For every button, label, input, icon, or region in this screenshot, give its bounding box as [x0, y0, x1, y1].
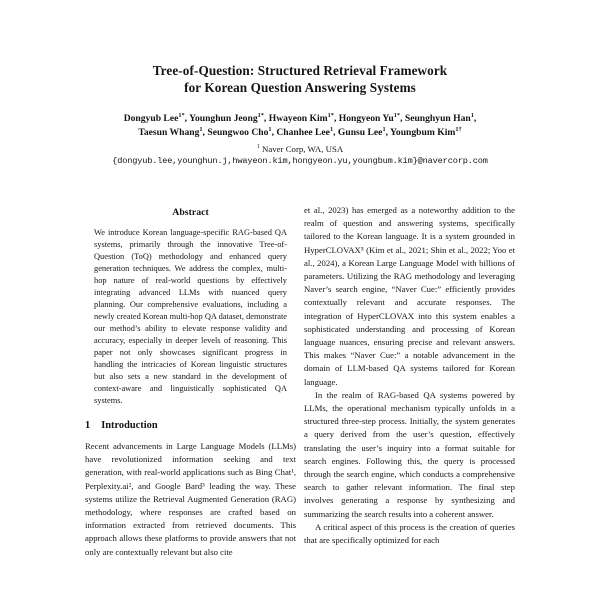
paper-title	[0, 62, 600, 96]
section-heading-introduction	[85, 420, 296, 431]
author: Seungwoo Cho$^1$,	[207, 125, 274, 138]
affiliation-text: Naver Corp, WA, USA	[262, 144, 344, 154]
paper-title-line-1: Tree-of-Question: Structured Retrieval Framework	[152, 63, 448, 78]
paper-title-line-2: for Korean Question Answering Systems	[184, 80, 416, 95]
abstract-heading: Abstract	[172, 207, 209, 218]
author-list	[0, 112, 600, 140]
section-title: Introduction	[101, 420, 158, 431]
author: Youngbum Kim$^{1\dagger}$	[390, 125, 462, 138]
author: Dongyub Lee$^{1*}$,	[123, 111, 188, 124]
body-paragraph: et al., 2023) has emerged as a noteworthy addition to the realm of question and answering systems, specifically tailored to the Korean language. It is a system grounded in HyperCLOVAX⁵ (Kim et al., 2021; Shin et al., 2022; Yoo et al., 2024), a Korean Large Language Model with billions of parameters. Utilizing the RAG methodology and leveraging Naver’s search engine, “Naver Cue:” efficiently provides contextually relevant and accurate responses. The integration of HyperCLOVAX into this system enables a sophisticated understanding and processing of Korean language nuances, ensuring precise and relevant answers. This makes “Naver Cue:” a notable advancement in the domain of LLM-based QA systems tailored for Korean language.	[304, 205, 515, 387]
body-paragraph: A critical aspect of this process is the creation of queries that are specifically optimized for each	[304, 521, 515, 546]
intro-paragraph: Recent advancements in Large Language Models (LLMs) have revolutionized information seeking and text generation, with real-world applications such as Bing Chat¹, Perplexity.ai², and Google Bard³ leading the way. These systems utilize the Retrieval Augmented Generation (RAG) methodology, where responses are crafted based on information extracted from retrieved documents. This approach allows these platforms to provide answers that not only are contextually relevant but also cite	[85, 441, 296, 557]
author: Hongyeon $Yu^{1*}$,	[338, 111, 403, 124]
author: Seunghyun Han$^1$,	[404, 111, 477, 124]
affiliation	[0, 144, 600, 154]
abstract-text: We introduce Korean language-specific RAG-based QA systems, primarily through the innovative Tree-of-Question (ToQ) methodology and enhanced query generation techniques. We address the complex, multi-hop nature of real-world questions by effectively integrating advanced LLMs with nuanced query planning. Our comprehensive evaluations, including a newly created Korean multi-hop QA dataset, demonstrate our method’s ability to elevate response validity and accuracy, especially in deeper levels of reasoning. This paper not only showcases significant progress in handling the intricacies of Korean linguistic structures but also sets a new standard in the development of context-aware and linguistically sophisticated QA systems.	[94, 228, 287, 405]
section-number: 1	[85, 420, 91, 431]
right-column	[304, 204, 515, 600]
left-column	[85, 204, 296, 600]
author: Taesun Whang$^1$,	[138, 125, 205, 138]
author-line-1	[0, 112, 600, 126]
author-emails: {dongyub.lee,younghun.j,hwayeon.kim,hongyeon.yu,youngbum.kim}@navercorp.com	[112, 156, 488, 166]
author: Hwayeon Kim$^{1*}$,	[268, 111, 337, 124]
author: Chanhee Lee$^1$,	[276, 125, 336, 138]
body-paragraph: In the realm of RAG-based QA systems powered by LLMs, the operational mechanism typically unfolds in a structured three-step process. Initially, the system generates a query derived from the user’s question, effectively translating the user’s inquiry into a format suitable for search engines. Following this, the query is processed through the search engine, which conducts a comprehensive search to gather relevant information. The final step involves generating a response by synthesizing and summarizing the search results into a coherent answer.	[304, 389, 515, 519]
author: Gunsu Lee$^1$,	[337, 125, 388, 138]
author: Younghun Jeong$^{1*}$,	[189, 111, 267, 124]
author-line-2	[0, 126, 600, 140]
affiliation-marker: 1	[256, 144, 260, 151]
